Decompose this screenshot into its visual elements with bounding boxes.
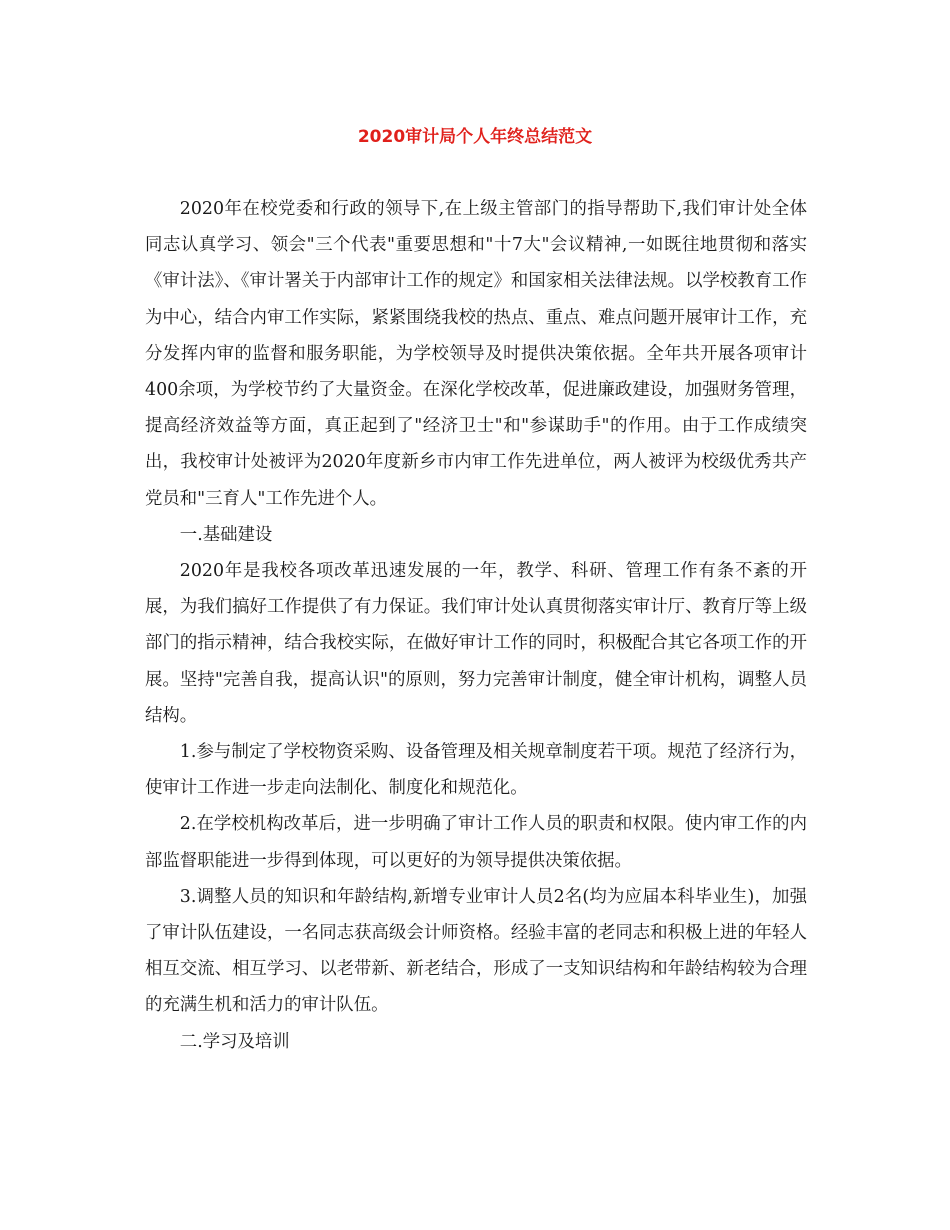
document-body [145,191,807,1060]
section-heading-training: 二.学习及培训 [179,1031,290,1052]
section-heading-foundation: 一.基础建设 [179,524,273,545]
list-item-3: 3.调整人员的知识和年龄结构,新增专业审计人员2名(均为应届本科毕业生)，加强了审计队伍建设，一名同志获高级会计师资格。经验丰富的老同志和积极上进的年轻人相互交流、相互学习、以老带新、新老结合，形成了一支知识结构和年龄结构较为合理的充满生机和活力的审计队伍。 [145,886,807,1016]
document-title: 2020审计局个人年终总结范文 [357,127,593,147]
paragraph-intro: 2020年在校党委和行政的领导下,在上级主管部门的指导帮助下,我们审计处全体同志认真学习、领会"三个代表"重要思想和"十7大"会议精神,一如既往地贯彻和落实《审计法》、《审计署关于内部审计工作的规定》和国家相关法律法规。以学校教育工作为中心，结合内审工作实际，紧紧围绕我校的热点、重点、难点问题开展审计工作，充分发挥内审的监督和服务职能，为学校领导及时提供决策依据。全年共开展各项审计400余项，为学校节约了大量资金。在深化学校改革，促进廉政建设，加强财务管理，提高经济效益等方面，真正起到了"经济卫士"和"参谋助手"的作用。由于工作成绩突出，我校审计处被评为2020年度新乡市内审工作先进单位，两人被评为校级优秀共产党员和"三育人"工作先进个人。 [145,199,807,509]
list-item-2: 2.在学校机构改革后，进一步明确了审计工作人员的职责和权限。使内审工作的内部监督职能进一步得到体现，可以更好的为领导提供决策依据。 [145,814,807,871]
paragraph-foundation: 2020年是我校各项改革迅速发展的一年，教学、科研、管理工作有条不紊的开展，为我们搞好工作提供了有力保证。我们审计处认真贯彻落实审计厅、教育厅等上级部门的指示精神，结合我校实际，在做好审计工作的同时，积极配合其它各项工作的开展。坚持"完善自我，提高认识"的原则，努力完善审计制度，健全审计机构，调整人员结构。 [145,561,807,726]
list-item-1: 1.参与制定了学校物资采购、设备管理及相关规章制度若干项。规范了经济行为，使审计工作进一步走向法制化、制度化和规范化。 [145,742,807,799]
